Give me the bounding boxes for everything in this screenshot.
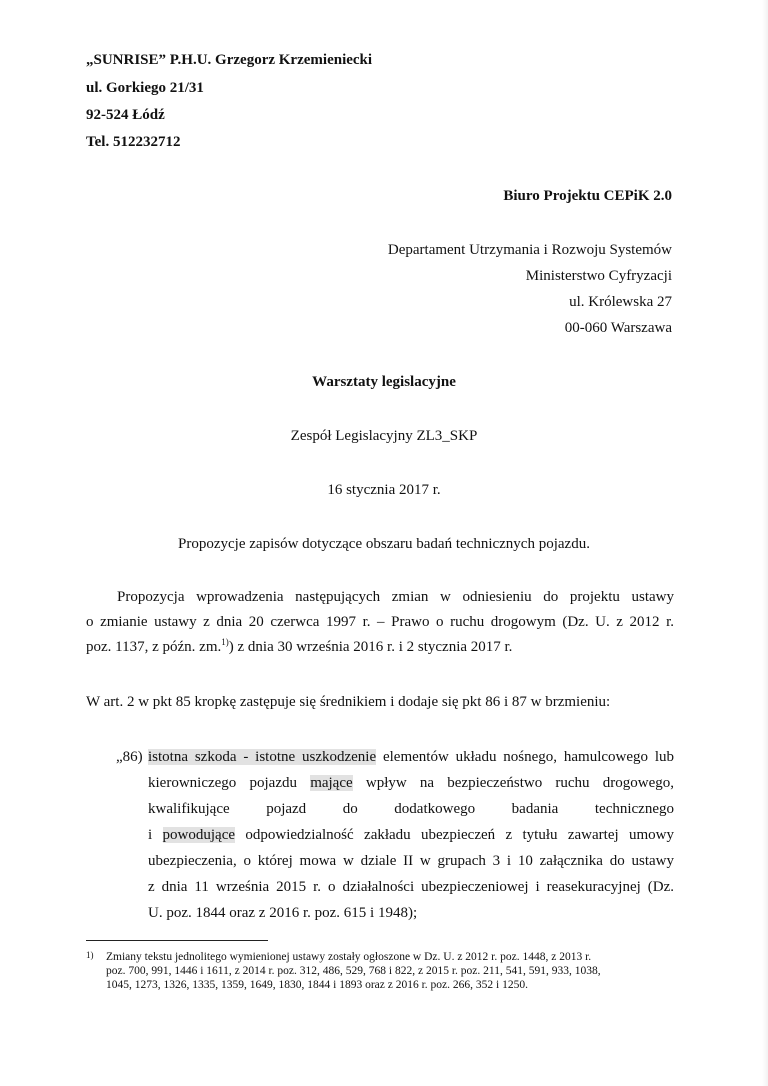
highlighted-word: mające (310, 775, 353, 791)
footnote-ref: 1) (221, 637, 229, 647)
document-date: 16 stycznia 2017 r. (327, 482, 441, 498)
sender-city: 92-524 Łódź (86, 107, 165, 123)
footnote-marker: 1) (86, 950, 94, 960)
definition-line-6: z dnia 11 września 2015 r. o działalności ubezpieczeniowej i reasekuracyjnej (Dz. (148, 879, 674, 895)
footnote-line-2: poz. 700, 991, 1446 i 1611, z 2014 r. poz. 312, 486, 529, 768 i 822, z 2015 r. poz. 211, 541, 591, 933, 1038, (106, 965, 601, 977)
intro-line-1: Propozycja wprowadzenia następujących zmian w odniesieniu do projektu ustawy (117, 589, 674, 605)
sender-name: „SUNRISE” P.H.U. Grzegorz Krzemieniecki (86, 52, 373, 68)
highlighted-word: powodujące (162, 827, 236, 843)
definition-line-2: kierowniczego pojazdu mające wpływ na bezpieczeństwo ruchu drogowego, (148, 775, 674, 791)
recipient-department: Departament Utrzymania i Rozwoju Systemów (387, 242, 672, 258)
recipient-street: ul. Królewska 27 (569, 294, 672, 310)
footnote-line-1: Zmiany tekstu jednolitego wymienionej ustawy zostały ogłoszone w Dz. U. z 2012 r. poz. 1448, z 2013 r. (106, 951, 592, 963)
definition-line-4: i powodujące odpowiedzialność zakładu ubezpieczeń z tytułu zawartej umowy (148, 827, 675, 843)
definition-number: „86) (116, 749, 143, 765)
recipient-office: Biuro Projektu CEPiK 2.0 (503, 188, 672, 204)
definition-line-1: istotna szkoda - istotne uszkodzenie elementów układu nośnego, hamulcowego lub (148, 749, 675, 765)
scan-edge-shadow (762, 0, 768, 1086)
definition-line-7: U. poz. 1844 oraz z 2016 r. poz. 615 i 1948); (148, 905, 418, 921)
amendment-line: W art. 2 w pkt 85 kropkę zastępuje się średnikiem i dodaje się pkt 86 i 87 w brzmieniu: (86, 694, 611, 710)
document-subject: Propozycje zapisów dotyczące obszaru badań technicznych pojazdu. (178, 536, 590, 552)
sender-phone: Tel. 512232712 (86, 134, 181, 150)
document-title: Warsztaty legislacyjne (312, 374, 456, 390)
intro-line-3: poz. 1137, z późn. zm.$^{1)}$) z dnia 30 września 2016 r. i 2 stycznia 2017 r. (86, 637, 513, 655)
intro-line-2: o zmianie ustawy z dnia 20 czerwca 1997 r. – Prawo o ruchu drogowym (Dz. U. z 2012 r. (86, 614, 674, 630)
recipient-ministry: Ministerstwo Cyfryzacji (525, 268, 672, 284)
sender-street: ul. Gorkiego 21/31 (86, 80, 204, 96)
definition-line-5: ubezpieczenia, o której mowa w dziale II w grupach 3 i 10 załącznika do ustawy (148, 853, 674, 869)
highlighted-term: istotna szkoda - istotne uszkodzenie (148, 749, 377, 765)
footnote-line-3: 1045, 1273, 1326, 1335, 1359, 1649, 1830, 1844 i 1893 oraz z 2016 r. poz. 266, 352 i 1250. (106, 979, 528, 991)
recipient-city: 00-060 Warszawa (564, 320, 672, 336)
team-name: Zespół Legislacyjny ZL3_SKP (290, 428, 478, 444)
footnote-separator (86, 940, 268, 941)
definition-line-3: kwalifikujące pojazd do dodatkowego badania technicznego (148, 801, 674, 817)
